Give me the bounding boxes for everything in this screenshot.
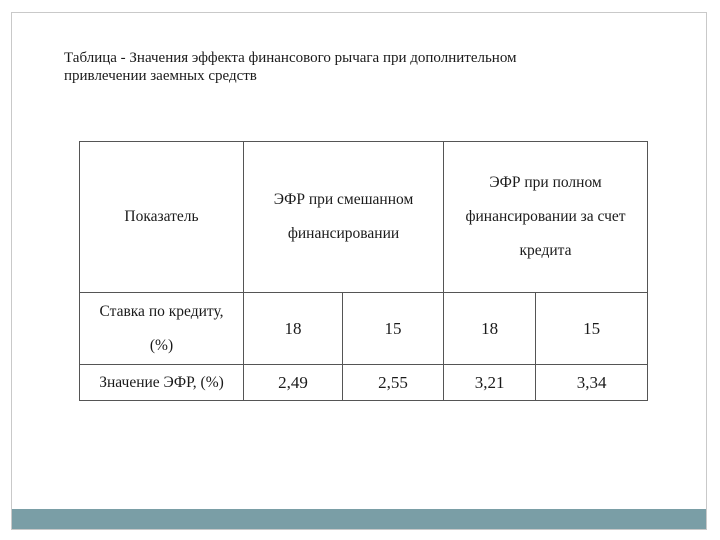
table-caption: [64, 49, 644, 85]
table-cell: 15: [536, 293, 648, 365]
table-cell: 2,49: [244, 365, 343, 401]
efr-table: [79, 141, 648, 401]
footer-bar: [12, 509, 706, 529]
row-efr-label: Значение ЭФР, (%): [99, 373, 224, 391]
table-cell: 2,55: [343, 365, 444, 401]
table-header-row: [80, 142, 648, 293]
row-rate-label-line-1: Ставка по кредиту,: [99, 302, 224, 320]
header-full-line-3: кредита: [519, 242, 572, 259]
row-rate-label-cell: [80, 293, 244, 365]
caption-line-1: Таблица - Значения эффекта финансового рычага при дополнительном: [64, 50, 517, 66]
table-cell: 15: [343, 293, 444, 365]
table-row: [80, 293, 648, 365]
caption-line-2: привлечении заемных средств: [64, 68, 257, 84]
table-cell: 3,34: [536, 365, 648, 401]
row-efr-label-cell: [80, 365, 244, 401]
table-cell: 18: [444, 293, 536, 365]
table-row: [80, 365, 648, 401]
header-indicator-cell: [80, 142, 244, 293]
slide-frame: [11, 12, 707, 530]
header-mixed-line-2: финансировании: [287, 225, 400, 242]
header-full-line-2: финансировании за счет: [465, 208, 626, 225]
header-mixed-cell: [244, 142, 444, 293]
header-indicator: Показатель: [124, 208, 199, 225]
table-cell: 18: [244, 293, 343, 365]
header-mixed-line-1: ЭФР при смешанном: [273, 191, 414, 208]
row-rate-label-line-2: (%): [149, 336, 174, 354]
header-full-cell: [444, 142, 648, 293]
header-full-line-1: ЭФР при полном: [489, 174, 602, 191]
table-cell: 3,21: [444, 365, 536, 401]
